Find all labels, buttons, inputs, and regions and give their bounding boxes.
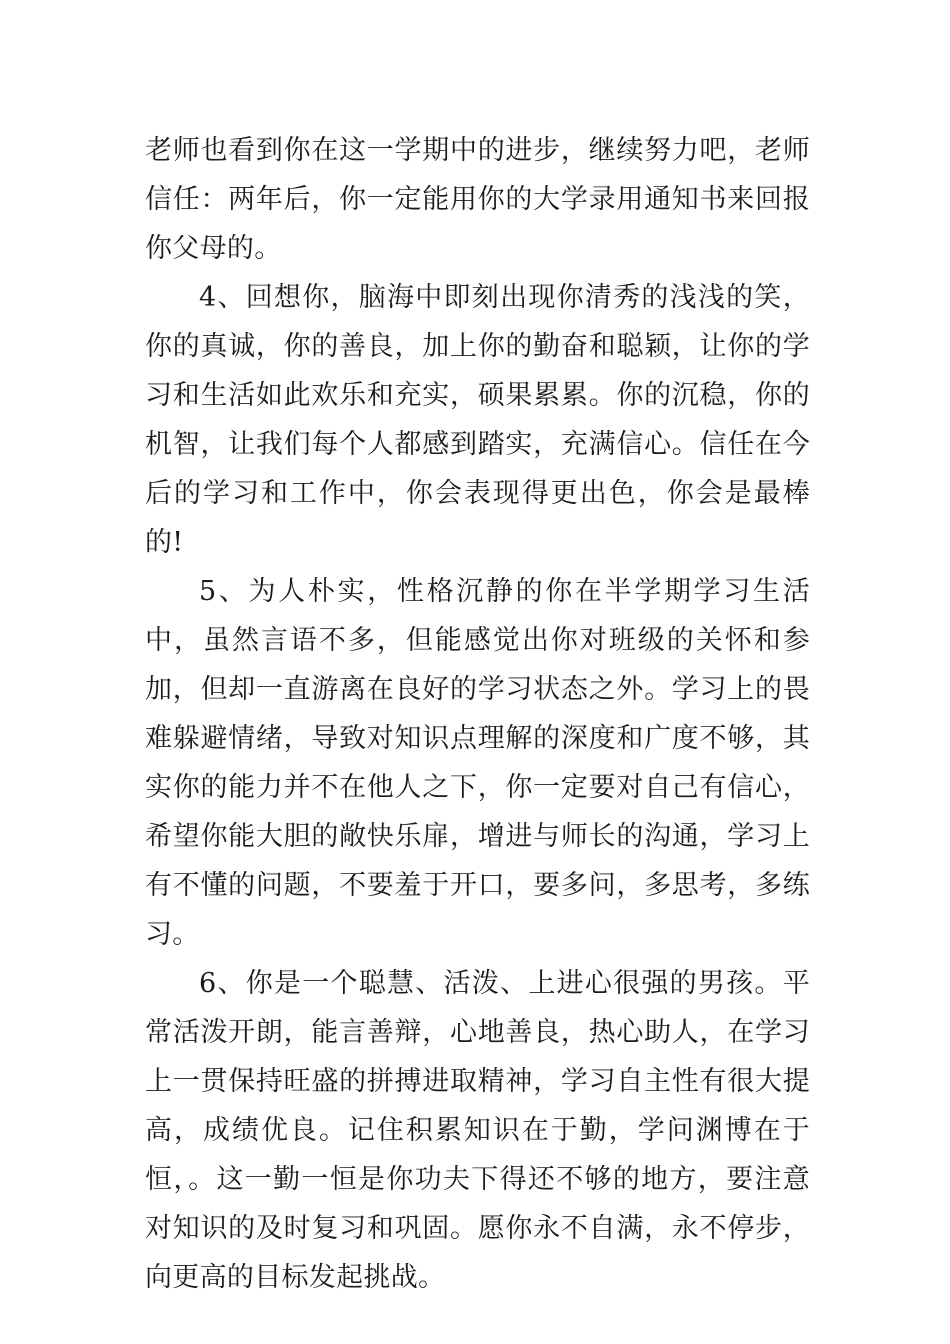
paragraph-4: 4、回想你，脑海中即刻出现你清秀的浅浅的笑，你的真诚，你的善良，加上你的勤奋和聪颖，让你的学习和生活如此欢乐和充实，硕果累累。你的沉稳，你的机智，让我们每个人都感到踏实，充满信心。信任在今后的学习和工作中，你会表现得更出色，你会是最棒的! — [145, 282, 810, 558]
paragraph-continuation: 老师也看到你在这一学期中的进步，继续努力吧，老师信任：两年后，你一定能用你的大学录用通知书来回报你父母的。 — [145, 135, 810, 264]
paragraph-6: 6、你是一个聪慧、活泼、上进心很强的男孩。平常活泼开朗，能言善辩，心地善良，热心助人，在学习上一贯保持旺盛的拼搏进取精神，学习自主性有很大提高，成绩优良。记住积累知识在于勤，学问渊博在于恒，。这一勤一恒是你功夫下得还不够的地方，要注意对知识的及时复习和巩固。愿你永不自满，永不停步，向更高的目标发起挑战。 — [145, 968, 810, 1293]
paragraph-5: 5、为人朴实，性格沉静的你在半学期学习生活中，虽然言语不多，但能感觉出你对班级的关怀和参加，但却一直游离在良好的学习状态之外。学习上的畏难躲避情绪，导致对知识点理解的深度和广度不够，其实你的能力并不在他人之下，你一定要对自己有信心，希望你能大胆的敞快乐扉，增进与师长的沟通，学习上有不懂的问题，不要羞于开口，要多问，多思考，多练习。 — [145, 576, 810, 950]
document-body — [145, 126, 810, 1302]
